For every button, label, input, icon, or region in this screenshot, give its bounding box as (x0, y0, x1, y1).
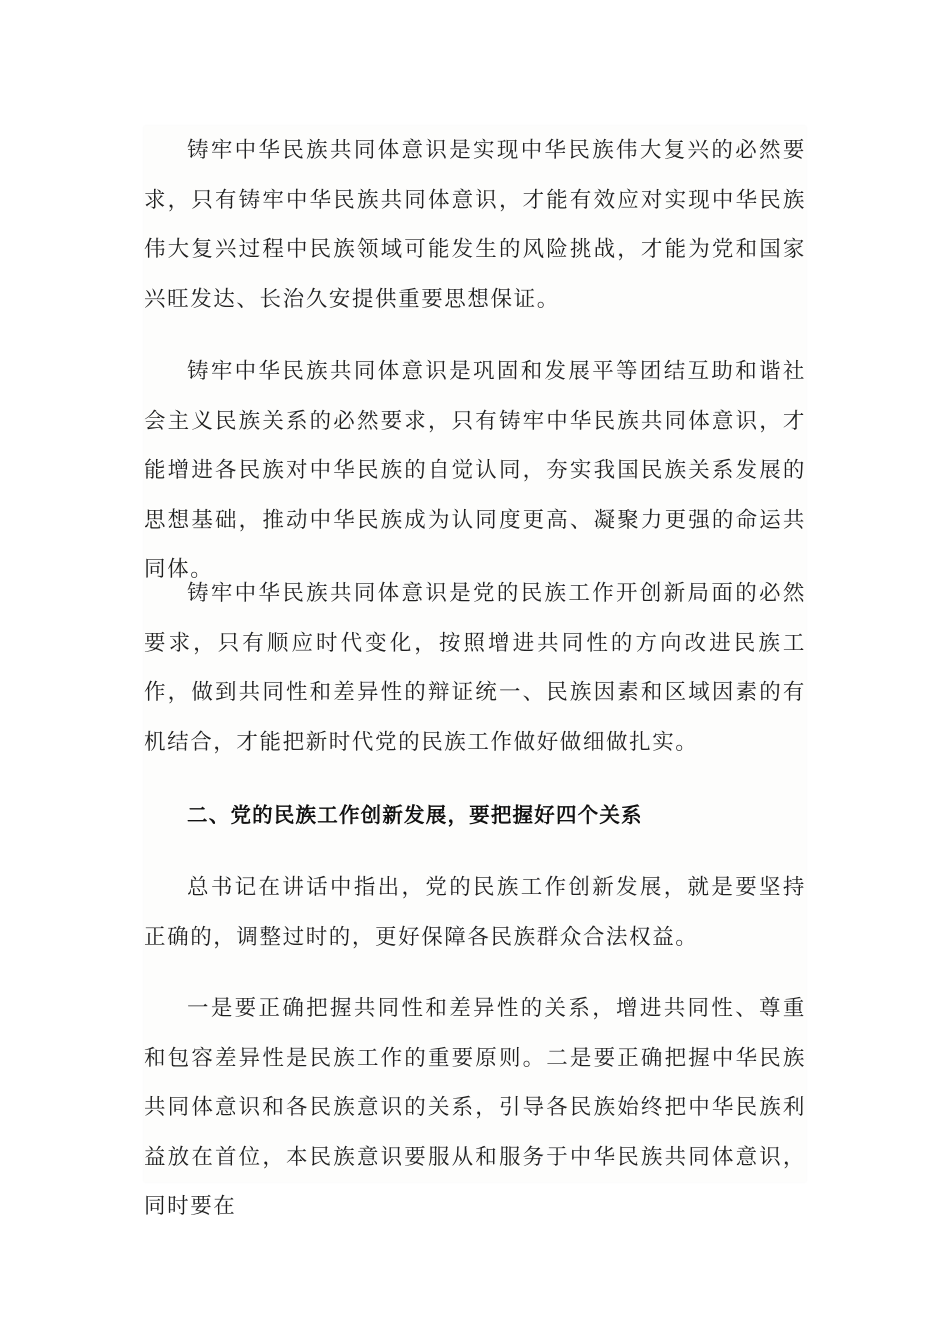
document-content-area (144, 126, 806, 1219)
paragraph-4: 总书记在讲话中指出，党的民族工作创新发展，就是要坚持正确的，调整过时的，更好保障各民族群众合法权益。 (144, 875, 806, 950)
paragraph-2: 铸牢中华民族共同体意识是巩固和发展平等团结互助和谐社会主义民族关系的必然要求，只有铸牢中华民族共同体意识，才能增进各民族对中华民族的自觉认同，夯实我国民族关系发展的思想基础，推动中华民族成为认同度更高、凝聚力更强的命运共同体。 (144, 359, 806, 582)
paragraph-5: 一是要正确把握共同性和差异性的关系，增进共同性、尊重和包容差异性是民族工作的重要原则。二是要正确把握中华民族共同体意识和各民族意识的关系，引导各民族始终把中华民族利益放在首位，本民族意识要服从和服务于中华民族共同体意识，同时要在 (144, 996, 806, 1219)
paragraph-1: 铸牢中华民族共同体意识是实现中华民族伟大复兴的必然要求，只有铸牢中华民族共同体意识，才能有效应对实现中华民族伟大复兴过程中民族领域可能发生的风险挑战，才能为党和国家兴旺发达、长治久安提供重要思想保证。 (144, 138, 806, 312)
paragraph-3: 铸牢中华民族共同体意识是党的民族工作开创新局面的必然要求，只有顺应时代变化，按照增进共同性的方向改进民族工作，做到共同性和差异性的辩证统一、民族因素和区域因素的有机结合，才能把新时代党的民族工作做好做细做扎实。 (144, 581, 806, 755)
section-heading: 二、党的民族工作创新发展，要把握好四个关系 (187, 803, 643, 827)
